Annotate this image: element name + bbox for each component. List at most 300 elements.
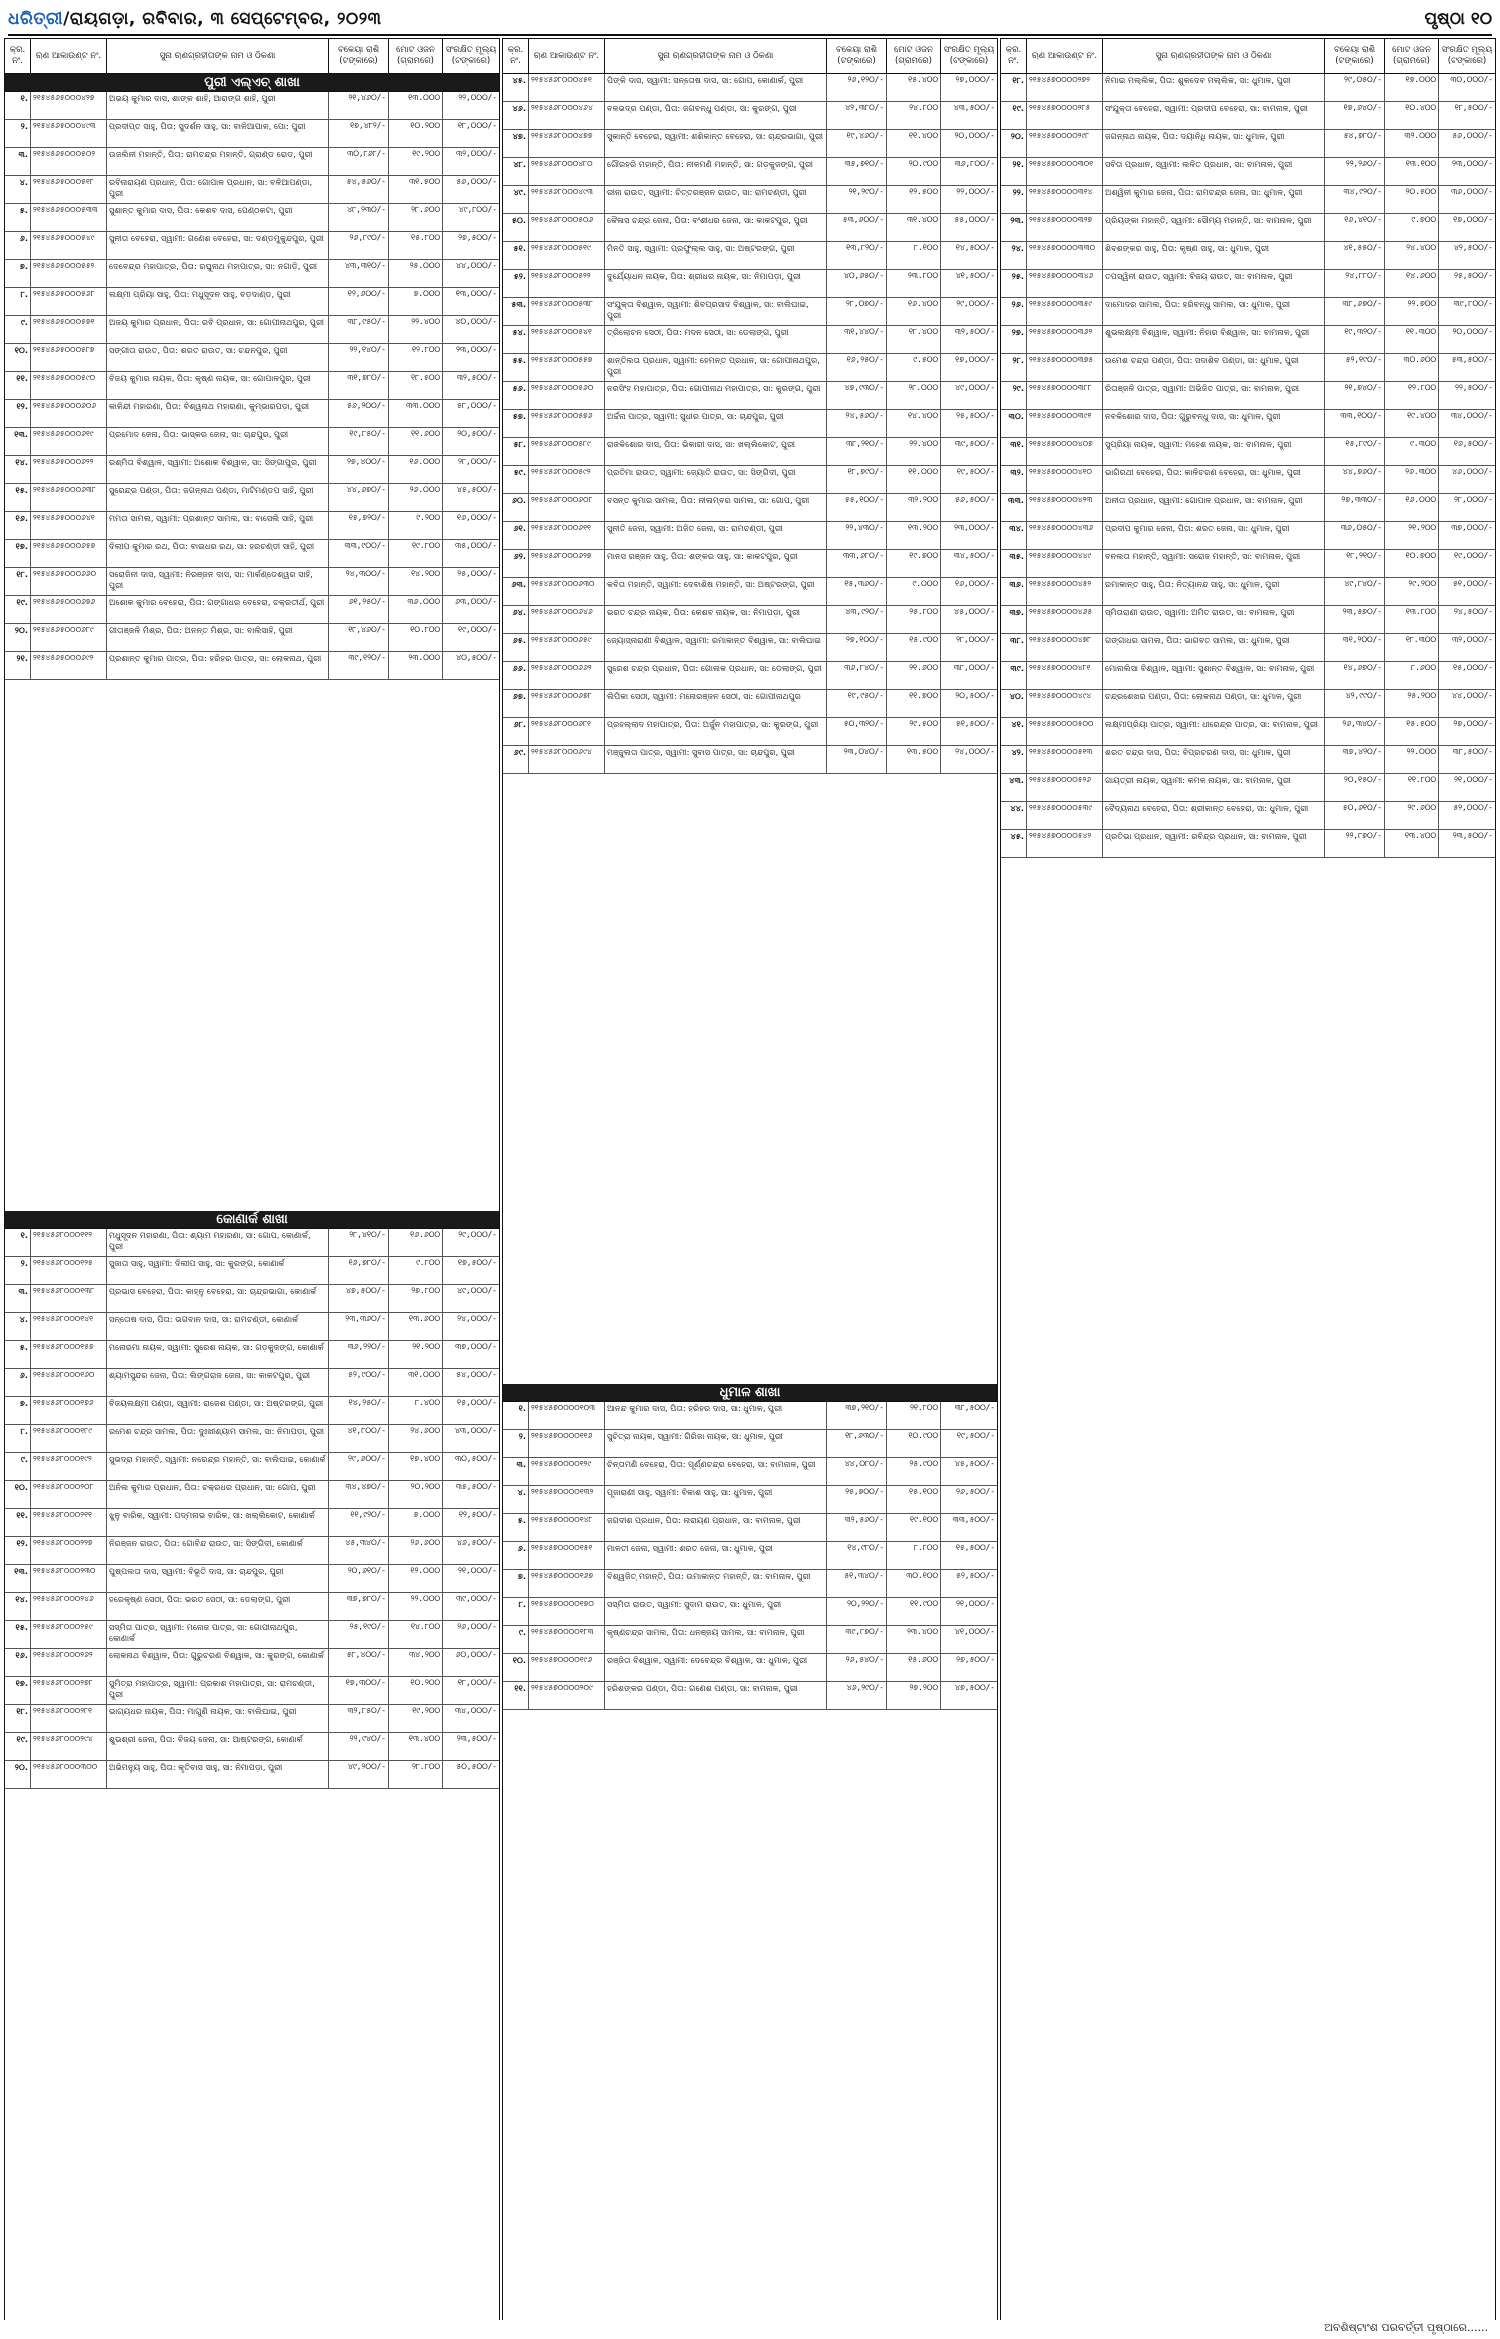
- row-weight: ୨୬.୩୦୦: [1385, 466, 1439, 493]
- row-borrower-name: ପ୍ରତିମା ରାଉତ, ସ୍ୱାମୀ: ଜ୍ୟୋତି ରାଉତ, ସା: ସିଙ୍ଗିଦୀ, ପୁରୀ: [605, 466, 827, 493]
- row-outstanding: ୫୮,୪୦୦/-: [329, 1649, 389, 1676]
- row-serial: ୮.: [5, 1425, 31, 1452]
- row-serial: ୬୯.: [503, 746, 529, 773]
- row-account-number: ୨୧୫୪୫୭୦୦୦୦୫୪୨: [1027, 830, 1103, 857]
- row-reserve-price: ୨୯,୦୦୦/-: [458, 1230, 497, 1239]
- row-weight: ୨୩.୦୦୦: [389, 652, 443, 679]
- row-reserve-price: ୩୨,୦୦୦/-: [1451, 635, 1493, 644]
- row-borrower-name: ଲିପିକା ସେଠୀ, ସ୍ୱାମୀ: ମନୋରଞ୍ଜନ ସେଠୀ, ସା: ଗୋପୀନାଥପୁର: [605, 690, 827, 717]
- row-serial: ୮.: [503, 1598, 529, 1625]
- row-account-number: ୨୧୫୪୫୬୮୦୦୦୬୬୨: [529, 662, 605, 689]
- row-serial: ୩୭.: [1001, 606, 1027, 633]
- row-borrower-name: ରମାକାନ୍ତ ସାହୁ, ପିତା: ନିତ୍ୟାନନ୍ଦ ସାହୁ, ସା: ଧୁମାଳ, ପୁରୀ: [1103, 578, 1325, 605]
- row-serial: ୪.: [5, 176, 31, 203]
- row-outstanding: ୫୦,୬୧୦/-: [1325, 802, 1385, 829]
- row-weight: ୧୫.୧୦୦: [887, 1486, 941, 1513]
- table-row: [503, 550, 997, 578]
- row-account-number: ୨୧୫୪୫୬୫୦୦୦୬୧୯: [31, 428, 107, 455]
- header-weight: ମୋଟ ଓଜନ (ଗ୍ରାମରେ): [389, 39, 443, 73]
- row-outstanding: ୨୦,୨୨୦/-: [827, 1598, 887, 1625]
- row-account-number: ୨୧୫୪୫୬୮୦୦୦୫୭୬: [529, 410, 605, 437]
- table-row: [503, 578, 997, 606]
- row-borrower-name: ମାନସ ରଞ୍ଜନ ସାହୁ, ପିତା: ଶଙ୍କର ସାହୁ, ସା: କାକଟପୁର, ପୁରୀ: [605, 550, 827, 577]
- row-account-number: ୨୧୫୪୫୭୦୦୦୦୫୦୦: [1027, 718, 1103, 745]
- row-outstanding: ୪୧,୮୦୦/-: [329, 1425, 389, 1452]
- row-account-number: ୨୧୫୪୫୬୮୦୦୦୩୦୦: [31, 1761, 107, 1788]
- row-outstanding: ୨୬,୧୨୦/-: [827, 74, 887, 101]
- row-account-number: ୨୧୫୪୫୬୮୦୦୦୬୫୯: [529, 634, 605, 661]
- row-borrower-name: ପ୍ରଦୀପ କୁମାର ଜେନା, ପିତା: ଶରତ ଜେନା, ସା: ଧୁମାଳ, ପୁରୀ: [1103, 522, 1325, 549]
- header-weight: ମୋଟ ଓଜନ (ଗ୍ରାମରେ): [1385, 39, 1439, 73]
- row-serial: ୬୨.: [503, 550, 529, 577]
- row-reserve-price: ୧୩,୦୦୦/-: [455, 289, 497, 298]
- row-borrower-name: ଭରତ ଚନ୍ଦ୍ର ନାୟକ, ପିତା: କେଶବ ନାୟକ, ସା: ନିମାପଡ଼ା, ପୁରୀ: [605, 606, 827, 633]
- table-row: [5, 1705, 499, 1733]
- header-name: ସୁନା ଋଣଗ୍ରହୀତାଙ୍କ ନାମ ଓ ଠିକଣା: [107, 39, 329, 73]
- table-row: [503, 1598, 997, 1626]
- row-borrower-name: ଅନିଲ କୁମାର ପ୍ରଧାନ, ପିତା: ଚକ୍ରଧର ପ୍ରଧାନ, ସା: ଗୋପ, ପୁରୀ: [107, 1481, 329, 1508]
- row-outstanding: ୨୮,୦୭୦/-: [827, 298, 887, 325]
- table-row: [503, 130, 997, 158]
- row-reserve-price: ୪୯,୮୦୦/-: [458, 205, 497, 214]
- row-reserve-price: ୧୬,୫୦୦/-: [1453, 439, 1493, 448]
- row-serial: ୧୨.: [5, 1537, 31, 1564]
- row-outstanding: ୩୪,୯୨୦/-: [1325, 186, 1385, 213]
- table-row: [503, 1430, 997, 1458]
- row-account-number: ୨୧୫୪୫୭୦୦୦୦୧୧୬: [529, 1430, 605, 1457]
- table-row: [5, 316, 499, 344]
- row-serial: ୪୮.: [503, 158, 529, 185]
- row-account-number: ୨୧୫୪୫୬୮୦୦୦୧୯୨: [31, 1453, 107, 1480]
- row-outstanding: ୪୩,୩୧୦/-: [329, 260, 389, 287]
- table-row: [503, 1458, 997, 1486]
- row-account-number: ୨୧୫୪୫୭୦୦୦୦୧୦୩: [529, 1402, 605, 1429]
- row-borrower-name: ଜ୍ୟୋସ୍ନାରାଣୀ ବିଶ୍ୱାଳ, ସ୍ୱାମୀ: ରମାକାନ୍ତ ବିଶ୍ୱାଳ, ସା: ବାଲିଘାଇ: [605, 634, 827, 661]
- row-reserve-price: ୨୬,୦୦୦/-: [457, 1622, 497, 1631]
- row-serial: ୧୩.: [5, 428, 31, 455]
- row-outstanding: ୪୬,୨୯୦/-: [827, 1682, 887, 1709]
- table-row: [5, 484, 499, 512]
- row-weight: ୧୫.୫୦୦: [1385, 718, 1439, 745]
- row-outstanding: ୨୧,୨୯୦/-: [827, 186, 887, 213]
- table-row: [503, 1486, 997, 1514]
- row-borrower-name: ପ୍ରତିଭା ପ୍ରଧାନ, ସ୍ୱାମୀ: ରବିନ୍ଦ୍ର ପ୍ରଧାନ, ସା: ବାମନାଳ, ପୁରୀ: [1103, 830, 1325, 857]
- row-weight: ୭.୦୦୦: [389, 1509, 443, 1536]
- table-row: [503, 1542, 997, 1570]
- row-account-number: ୨୧୫୪୫୬୮୦୦୦୫୮୯: [529, 438, 605, 465]
- row-weight: ୭.୦୦୦: [389, 288, 443, 315]
- row-account-number: ୨୧୫୪୫୭୦୦୦୦୪୩୬: [1027, 522, 1103, 549]
- row-outstanding: ୧୩,୮୨୦/-: [827, 242, 887, 269]
- row-account-number: ୨୧୫୪୫୭୦୦୦୦୧୫୧: [529, 1542, 605, 1569]
- row-account-number: ୨୧୫୪୫୬୫୦୦୦୬୬୦: [31, 568, 107, 595]
- row-weight: ୧୦.୨୦୦: [389, 120, 443, 147]
- row-borrower-name: ରଞ୍ଜିତା ବିଶ୍ୱାଳ, ସ୍ୱାମୀ: ଦେବେନ୍ଦ୍ର ବିଶ୍ୱାଳ, ସା: ଧୁମାଳ, ପୁରୀ: [605, 1654, 827, 1681]
- row-weight: ୨୫.୯୦୦: [887, 1458, 941, 1485]
- row-reserve-price: ୪୦,୫୦୦/-: [456, 653, 497, 662]
- row-serial: ୩୧.: [1001, 438, 1027, 465]
- row-serial: ୫.: [5, 204, 31, 231]
- row-outstanding: ୪୪,୬୭୦/-: [329, 484, 389, 511]
- continued-note: ଅବଶିଷ୍ଟାଂଶ ପରବର୍ତ୍ତୀ ପୃଷ୍ଠାରେ......: [1324, 2321, 1488, 2334]
- row-outstanding: ୪୨,୯୯୦/-: [1325, 690, 1385, 717]
- row-account-number: ୨୧୫୪୫୬୮୦୦୦୪୯୩: [529, 186, 605, 213]
- row-reserve-price: ୫୧,୦୦୦/-: [1453, 579, 1493, 588]
- table-row: [1001, 354, 1495, 382]
- row-serial: ୪୨.: [1001, 746, 1027, 773]
- row-outstanding: ୧୫,୮୯୦/-: [1325, 438, 1385, 465]
- row-reserve-price: ୫୨,୫୦୦/-: [956, 1571, 995, 1580]
- row-account-number: ୨୧୫୪୫୬୮୦୦୦୧୮୯: [31, 1425, 107, 1452]
- row-account-number: ୨୧୫୪୫୬୮୦୦୦୨୯୪: [31, 1733, 107, 1760]
- row-account-number: ୨୧୫୪୫୭୦୦୦୦୧୯୬: [529, 1654, 605, 1681]
- row-serial: ୧୧.: [5, 1509, 31, 1536]
- row-weight: ୨୨.୭୦୦: [1385, 298, 1439, 325]
- row-reserve-price: ୪୧,୫୦୦/-: [955, 271, 995, 280]
- row-account-number: ୨୧୫୪୫୭୦୦୦୦୫୧୩: [1027, 746, 1103, 773]
- row-weight: ୧୦.୪୦୦: [1385, 102, 1439, 129]
- table-row: [503, 1626, 997, 1654]
- row-outstanding: ୪୭,୫୦୦/-: [329, 1285, 389, 1312]
- row-weight: ୨୫.୦୦୦: [389, 260, 443, 287]
- row-weight: ୨୭.୨୦୦: [887, 1682, 941, 1709]
- row-outstanding: ୧୯,୮୫୦/-: [329, 428, 389, 455]
- row-outstanding: ୫୩,୬୦୦/-: [827, 214, 887, 241]
- row-outstanding: ୬୧,୨୫୦/-: [329, 596, 389, 623]
- row-weight: ୧୩.୨୦୦: [887, 522, 941, 549]
- row-outstanding: ୪୯,୨୦୦/-: [329, 1761, 389, 1788]
- row-weight: ୨୨.୦୦୦: [1385, 746, 1439, 773]
- row-outstanding: ୪୩,୯୨୦/-: [827, 606, 887, 633]
- table-row: [5, 1509, 499, 1537]
- row-reserve-price: ୩୪,୦୦୦/-: [454, 1706, 497, 1715]
- row-weight: ୧୪.୨୦୦: [389, 568, 443, 595]
- row-weight: ୧୯.୪୦୦: [1385, 410, 1439, 437]
- row-outstanding: ୧୯,୯୫୦/-: [827, 690, 887, 717]
- row-borrower-name: ବୈଦ୍ୟନାଥ ବେହେରା, ପିତା: ଶ୍ରୀକାନ୍ତ ବେହେରା, ସା: ଧୁମାଳ, ପୁରୀ: [1103, 802, 1325, 829]
- row-serial: ୩୦.: [1001, 410, 1027, 437]
- table-row: [503, 354, 997, 382]
- row-weight: ୧୮.୫୦୦: [389, 372, 443, 399]
- row-serial: ୪୪.: [1001, 802, 1027, 829]
- row-weight: ୩୦.୬୦୦: [1385, 354, 1439, 381]
- row-borrower-name: ପ୍ରମୋଦ ଜେନା, ପିତା: ଭାସ୍କର ଜେନା, ସା: ଚାନ୍ଦପୁର, ପୁରୀ: [107, 428, 329, 455]
- row-weight: ୨୧.୨୦୦: [1385, 522, 1439, 549]
- row-reserve-price: ୧୫,୦୦୦/-: [457, 1398, 497, 1407]
- row-weight: ୩୬.୦୦୦: [389, 596, 443, 623]
- row-outstanding: ୨୨,୮୭୦/-: [1325, 830, 1385, 857]
- row-borrower-name: ରବିନାରାୟଣ ପ୍ରଧାନ, ପିତା: ଗୋପାଳ ପ୍ରଧାନ, ସା: ବଳିଆପଣ୍ଡା, ପୁରୀ: [107, 176, 329, 203]
- table-row: [5, 624, 499, 652]
- row-reserve-price: ୨୨,୫୦୦/-: [1454, 383, 1493, 392]
- row-serial: ୬୦.: [503, 494, 529, 521]
- row-borrower-name: ପ୍ରଭାସ ବେହେରା, ପିତା: କାହ୍ନୁ ବେହେରା, ସା: ଚାନ୍ଦ୍ରଭାଗା, କୋଣାର୍କ: [107, 1285, 329, 1312]
- row-outstanding: ୩୨,୫୬୦/-: [827, 1514, 887, 1541]
- row-borrower-name: ରାଜକିଶୋର ଦାସ, ପିତା: ଭିକାରୀ ଦାସ, ସା: ଖଲ୍ଲିକୋଟ, ପୁରୀ: [605, 438, 827, 465]
- row-reserve-price: ୫୦,୫୦୦/-: [456, 1762, 497, 1771]
- table-row: [503, 410, 997, 438]
- table-row: [1001, 718, 1495, 746]
- row-weight: ୨୪.୮୦୦: [887, 102, 941, 129]
- row-outstanding: ୩୭,୪୨୦/-: [1325, 746, 1385, 773]
- row-serial: ୨୦.: [5, 624, 31, 651]
- row-serial: ୫୩.: [503, 298, 529, 325]
- row-borrower-name: ସବିତା ପ୍ରଧାନ, ସ୍ୱାମୀ: ଲଳିତ ପ୍ରଧାନ, ସା: ବାମନାଳ, ପୁରୀ: [1103, 158, 1325, 185]
- row-serial: ୧୨.: [5, 400, 31, 427]
- row-serial: ୧୭.: [5, 1677, 31, 1704]
- row-serial: ୧୧.: [5, 372, 31, 399]
- newspaper-brand: ଧରିତ୍ରୀ: [8, 9, 64, 29]
- row-reserve-price: ୩୨,୫୦୦/-: [456, 373, 497, 382]
- row-weight: ୩୦.୧୦୦: [887, 1570, 941, 1597]
- row-borrower-name: ସ୍ମିତାରାଣୀ ରାଉତ, ସ୍ୱାମୀ: ଅମିତ ରାଉତ, ସା: ବାମନାଳ, ପୁରୀ: [1103, 606, 1325, 633]
- table-row: [1001, 410, 1495, 438]
- table-row: [5, 1649, 499, 1677]
- header-name: ସୁନା ଋଣଗ୍ରହୀତାଙ୍କ ନାମ ଓ ଠିକଣା: [1103, 39, 1325, 73]
- table-row: [1001, 774, 1495, 802]
- row-outstanding: ୩୭,୭୮୦/-: [329, 1593, 389, 1620]
- row-serial: ୧୩.: [5, 1565, 31, 1592]
- row-weight: ୧୦.୮୦୦: [389, 624, 443, 651]
- row-weight: ୧୨.୦୦୦: [389, 1565, 443, 1592]
- row-reserve-price: ୩୪,୫୦୦/-: [953, 551, 995, 560]
- row-serial: ୯.: [5, 1453, 31, 1480]
- table-row: [1001, 158, 1495, 186]
- row-borrower-name: ତ୍ରିଲୋଚନ ସେଠୀ, ପିତା: ମଦନ ସେଠୀ, ସା: ଡେଲାଙ୍ଗ, ପୁରୀ: [605, 326, 827, 353]
- table-row: [503, 298, 997, 326]
- row-reserve-price: ୨୭,୫୦୦/-: [458, 233, 497, 242]
- header-outstanding: ବକେୟା ରାଶି (ଟଙ୍କାରେ): [329, 39, 389, 73]
- row-account-number: ୨୧୫୪୫୬୮୦୦୦୫୦୬: [529, 214, 605, 241]
- row-account-number: ୨୧୫୪୫୬୮୦୦୦୧୧୨: [31, 1229, 107, 1256]
- row-serial: ୫.: [503, 1514, 529, 1541]
- row-account-number: ୨୧୫୪୫୭୦୦୦୦୧୭୦: [529, 1598, 605, 1625]
- row-weight: ୨୪.୬୦୦: [389, 1425, 443, 1452]
- row-outstanding: ୩୮,୬୭୦/-: [1325, 298, 1385, 325]
- row-account-number: ୨୧୫୪୫୬୮୦୦୦୧୫୭: [31, 1341, 107, 1368]
- row-weight: ୮.୧୦୦: [887, 242, 941, 269]
- row-borrower-name: ସରୋଜିନୀ ଦାସ, ସ୍ୱାମୀ: ନିରଞ୍ଜନ ଦାସ, ସା: ମାର୍କଣ୍ଡେଶ୍ୱର ସାହି, ପୁରୀ: [107, 568, 329, 595]
- row-borrower-name: ସସ୍ମିତା ରାଉତ, ସ୍ୱାମୀ: ସୁଦାମ ରାଉତ, ସା: ଧୁମାଳ, ପୁରୀ: [605, 1598, 827, 1625]
- header-outstanding: ବକେୟା ରାଶି (ଟଙ୍କାରେ): [827, 39, 887, 73]
- row-borrower-name: ରିତାଞ୍ଜଳି ପାତ୍ର, ସ୍ୱାମୀ: ଅଭିଜିତ ପାତ୍ର, ସା: ବାମନାଳ, ପୁରୀ: [1103, 382, 1325, 409]
- row-outstanding: ୪୧,୫୫୦/-: [1325, 242, 1385, 269]
- row-weight: ୧୩.୧୦୦: [1385, 158, 1439, 185]
- row-reserve-price: ୪୧,୦୦୦/-: [954, 1627, 995, 1636]
- row-serial: ୨୫.: [1001, 270, 1027, 297]
- table-row: [5, 1397, 499, 1425]
- row-account-number: ୨୧୫୪୫୭୦୦୦୦୩୨୭: [1027, 214, 1103, 241]
- row-outstanding: ୩୫,୭୧୦/-: [827, 158, 887, 185]
- row-account-number: ୨୧୫୪୫୬୮୦୦୦୧୭୬: [31, 1397, 107, 1424]
- table-row: [5, 288, 499, 316]
- row-outstanding: ୪୪,୦୮୦/-: [827, 1458, 887, 1485]
- table-row: [5, 1453, 499, 1481]
- row-outstanding: ୧୫,୭୨୦/-: [329, 512, 389, 539]
- row-serial: ୧୫.: [5, 1621, 31, 1648]
- row-outstanding: ୩୯,୧୨୦/-: [329, 652, 389, 679]
- row-account-number: ୨୧୫୪୫୬୮୦୦୦୫୧୯: [529, 242, 605, 269]
- row-weight: ୨୮.୮୦୦: [389, 1761, 443, 1788]
- header-sl: କ୍ର. ନଂ.: [503, 39, 529, 73]
- row-outstanding: ୧୨,୬୦୦/-: [329, 288, 389, 315]
- row-weight: ୧୯.୭୦୦: [887, 550, 941, 577]
- table-row: [503, 606, 997, 634]
- row-account-number: ୨୧୫୪୫୬୫୦୦୦୬୭୬: [31, 596, 107, 623]
- row-borrower-name: ଉମେଶ ଚନ୍ଦ୍ର ପଣ୍ଡା, ପିତା: ସଦାଶିବ ପଣ୍ଡା, ସା: ଧୁମାଳ, ପୁରୀ: [1103, 354, 1325, 381]
- row-outstanding: ୪୦,୬୫୦/-: [827, 270, 887, 297]
- row-serial: ୨.: [5, 120, 31, 147]
- row-reserve-price: ୨୩,୫୦୦/-: [1452, 831, 1493, 840]
- table-row: [503, 382, 997, 410]
- row-weight: ୧୧.୬୦୦: [389, 428, 443, 455]
- row-weight: ୨୯.୨୦୦: [1385, 578, 1439, 605]
- branch-section-title: ଧୁମାଳ ଶାଖା: [503, 1384, 997, 1402]
- row-borrower-name: ଅଭୟ କୁମାର ଦାସ, ଶାଙ୍କ ଶାହି, ଆରାଙ୍ଗ ଶାହି, ପୁରୀ: [107, 92, 329, 119]
- row-outstanding: ୫୧,୩୪୦/-: [827, 1570, 887, 1597]
- row-outstanding: ୧୬,୭୮୦/-: [329, 1257, 389, 1284]
- row-reserve-price: ୪୯,୦୦୦/-: [457, 1286, 497, 1295]
- row-borrower-name: ଭାଗିରଥୀ ବେହେରା, ପିତା: କାଳିଚରଣ ବେହେରା, ସା: ଧୁମାଳ, ପୁରୀ: [1103, 466, 1325, 493]
- row-outstanding: ୫୦,୩୨୦/-: [827, 718, 887, 745]
- row-weight: ୧୭.୦୦୦: [1385, 74, 1439, 101]
- row-account-number: ୨୧୫୪୫୭୦୦୦୦୪୧୦: [1027, 466, 1103, 493]
- row-weight: ୯.୫୦୦: [887, 354, 941, 381]
- row-reserve-price: ୪୫,୦୦୦/-: [954, 607, 995, 616]
- table-row: [1001, 186, 1495, 214]
- row-weight: ୯.୦୦୦: [887, 578, 941, 605]
- row-weight: ୨୨.୦୦୦: [389, 1593, 443, 1620]
- table-row: [5, 92, 499, 120]
- table-row: [503, 634, 997, 662]
- row-weight: ୧୫.୯୦୦: [887, 634, 941, 661]
- row-reserve-price: ୩୨,୫୦୦/-: [954, 327, 995, 336]
- table-row: [5, 372, 499, 400]
- row-account-number: ୨୧୫୪୫୭୦୦୦୦୩୦୧: [1027, 158, 1103, 185]
- row-outstanding: ୫୬,୨୦୦/-: [329, 400, 389, 427]
- row-borrower-name: ଅଜୟ କୁମାର ପ୍ରଧାନ, ପିତା: ରବି ପ୍ରଧାନ, ସା: ଗୋପୀନାଥପୁର, ପୁରୀ: [107, 316, 329, 343]
- row-weight: ୧୧.୪୦୦: [887, 130, 941, 157]
- row-outstanding: ୧୮,୭୯୦/-: [827, 466, 887, 493]
- row-reserve-price: ୪୪,୦୦୦/-: [455, 261, 497, 270]
- row-account-number: ୨୧୫୪୫୭୦୦୦୦୪୦୭: [1027, 438, 1103, 465]
- row-outstanding: ୨୫,୧୯୦/-: [329, 1621, 389, 1648]
- row-serial: ୫୧.: [503, 242, 529, 269]
- row-account-number: ୨୧୫୪୫୬୮୦୦୦୨୨୭: [31, 1537, 107, 1564]
- row-outstanding: ୩୪,୪୭୦/-: [329, 1481, 389, 1508]
- row-account-number: ୨୧୫୪୫୭୦୦୦୦୪୮୧: [1027, 662, 1103, 689]
- table-row: [5, 1593, 499, 1621]
- table-row: [5, 204, 499, 232]
- row-outstanding: ୩୧,୭୮୦/-: [329, 372, 389, 399]
- row-borrower-name: ଦିଲୀପ କୁମାର ରଥ, ପିତା: ବାଇଧର ରଥ, ସା: ହରଚଣ୍ଡୀ ସାହି, ପୁରୀ: [107, 540, 329, 567]
- row-reserve-price: ୨୪,୫୦୦/-: [1453, 607, 1493, 616]
- row-account-number: ୨୧୫୪୫୬୮୦୦୦୬୪୬: [529, 606, 605, 633]
- row-weight: ୨୬.୦୦୦: [389, 484, 443, 511]
- row-serial: ୫୦.: [503, 214, 529, 241]
- table-row: [503, 1570, 997, 1598]
- row-serial: ୨.: [503, 1430, 529, 1457]
- header-weight: ମୋଟ ଓଜନ (ଗ୍ରାମରେ): [887, 39, 941, 73]
- table-row: [5, 176, 499, 204]
- row-outstanding: ୧୬,୨୫୦/-: [827, 354, 887, 381]
- row-weight: ୩୧.୫୦୦: [389, 176, 443, 203]
- row-outstanding: ୨୨,୧୪୦/-: [329, 344, 389, 371]
- row-account-number: ୨୧୫୪୫୭୦୦୦୦୩୧୪: [1027, 186, 1103, 213]
- row-account-number: ୨୧୫୪୫୬୮୦୦୦୫୨୨: [529, 270, 605, 297]
- row-reserve-price: ୩୩,୫୦୦/-: [952, 1515, 995, 1524]
- row-weight: ୧୩.୮୦୦: [1385, 606, 1439, 633]
- row-weight: ୧୫.୪୦୦: [887, 74, 941, 101]
- row-outstanding: ୪୮,୨୩୦/-: [329, 204, 389, 231]
- row-reserve-price: ୧୯,୦୦୦/-: [1454, 551, 1493, 560]
- row-serial: ୫୯.: [503, 466, 529, 493]
- row-account-number: ୨୧୫୪୫୭୦୦୦୦୧୬୭: [529, 1570, 605, 1597]
- row-outstanding: ୧୪,୯୮୦/-: [827, 1542, 887, 1569]
- row-reserve-price: ୩୮,୫୦୦/-: [1452, 747, 1493, 756]
- row-outstanding: ୨୬,୮୯୦/-: [329, 232, 389, 259]
- row-reserve-price: ୧୨,୫୦୦/-: [458, 1510, 497, 1519]
- row-reserve-price: ୧୭,୦୦୦/-: [1453, 215, 1493, 224]
- row-weight: ୨୧.୬୦୦: [887, 662, 941, 689]
- row-borrower-name: ସସ୍ମିତା ପାତ୍ର, ସ୍ୱାମୀ: ମନୋଜ ପାତ୍ର, ସା: ଗୋପୀନାଥପୁର, କୋଣାର୍କ: [107, 1621, 329, 1648]
- table-row: [5, 400, 499, 428]
- row-account-number: ୨୧୫୪୫୬୫୦୦୦୫୦୨: [31, 148, 107, 175]
- table-row: [5, 1313, 499, 1341]
- row-serial: ୨.: [5, 1257, 31, 1284]
- row-weight: ୮.୪୦୦: [389, 1397, 443, 1424]
- row-outstanding: ୪୪,୭୬୦/-: [1325, 466, 1385, 493]
- row-weight: ୧୪.୪୦୦: [887, 410, 941, 437]
- row-borrower-name: ଶରତ ଚନ୍ଦ୍ର ଦାସ, ପିତା: ବିପ୍ରଚରଣ ଦାସ, ସା: ଧୁମାଳ, ପୁରୀ: [1103, 746, 1325, 773]
- row-outstanding: ୪୭,୯୩୦/-: [827, 382, 887, 409]
- table-row: [1001, 830, 1495, 858]
- row-serial: ୫୫.: [503, 354, 529, 381]
- row-account-number: ୨୧୫୪୫୬୮୦୦୦୧୩୮: [31, 1285, 107, 1312]
- row-account-number: ୨୧୫୪୫୬୮୦୦୦୧୬୦: [31, 1369, 107, 1396]
- row-borrower-name: ସୁନୀତା ବେହେରା, ସ୍ୱାମୀ: ଗଣେଶ ବେହେରା, ସା: ଦଣ୍ଡମୁକୁନ୍ଦପୁର, ପୁରୀ: [107, 232, 329, 259]
- table-row: [503, 494, 997, 522]
- row-serial: ୧୦.: [503, 1654, 529, 1681]
- row-outstanding: ୧୭,୪୮୨/-: [329, 120, 389, 147]
- row-borrower-name: ଶ୍ୟାମସୁନ୍ଦର ଜେନା, ପିତା: ଲିଙ୍ଗରାଜ ଜେନା, ସା: କାକଟପୁର, ପୁରୀ: [107, 1369, 329, 1396]
- table-row: [5, 148, 499, 176]
- row-borrower-name: ରମେଶ ଚନ୍ଦ୍ର ସାମଲ, ପିତା: ଦୁଃଖୀଶ୍ୟାମ ସାମଲ, ସା: ନିମାପଡ଼ା, ପୁରୀ: [107, 1425, 329, 1452]
- table-row: [5, 260, 499, 288]
- row-weight: ୧୨.୫୦୦: [887, 186, 941, 213]
- row-account-number: ୨୧୫୪୫୭୦୦୦୦୧୮୩: [529, 1626, 605, 1653]
- table-row: [5, 1677, 499, 1705]
- table-row: [5, 1537, 499, 1565]
- row-weight: ୧୧.୯୦୦: [887, 1598, 941, 1625]
- row-weight: ୨୫.୨୦୦: [1385, 690, 1439, 717]
- row-reserve-price: ୨୫,୫୦୦/-: [1454, 271, 1493, 280]
- row-reserve-price: ୪୩,୦୦୦/-: [454, 1426, 497, 1435]
- table-row: [503, 662, 997, 690]
- row-weight: ୨୪.୪୦୦: [1385, 242, 1439, 269]
- row-weight: ୧୧.୮୦୦: [1385, 774, 1439, 801]
- row-account-number: ୨୧୫୪୫୭୦୦୦୦୩୪୬: [1027, 270, 1103, 297]
- row-serial: ୧୦.: [5, 1481, 31, 1508]
- row-weight: ୨୦.୯୦୦: [887, 158, 941, 185]
- row-weight: ୧୧.୦୦୦: [887, 466, 941, 493]
- row-outstanding: ୧୯,୪୬୦/-: [827, 130, 887, 157]
- table-header: [1001, 38, 1495, 74]
- row-outstanding: ୨୨,୪୩୦/-: [827, 522, 887, 549]
- row-reserve-price: ୧୪,୫୦୦/-: [955, 243, 995, 252]
- row-serial: ୯.: [5, 316, 31, 343]
- table-row: [503, 74, 997, 102]
